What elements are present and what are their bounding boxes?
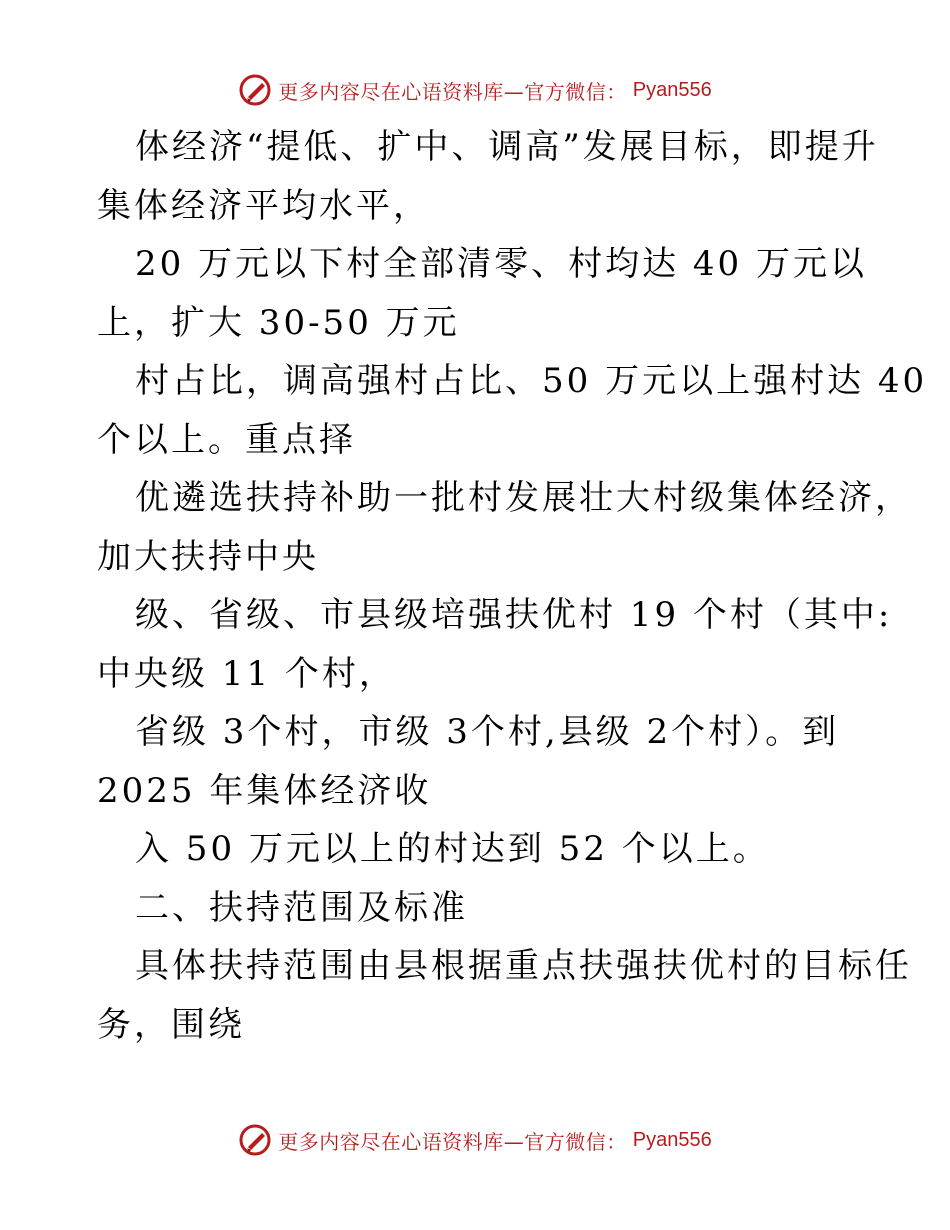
text-line: 加大扶持中央	[97, 536, 319, 577]
text-line: 优遴选扶持补助一批村发展壮大村级集体经济，	[135, 478, 912, 518]
text-line: 2025 年集体经济收	[97, 770, 432, 811]
text-line: 中央级 11 个村，	[97, 653, 396, 694]
pen-logo-icon	[238, 73, 272, 107]
section-heading: 二、扶持范围及标准	[135, 887, 468, 928]
text-line: 个以上。重点择	[97, 419, 356, 460]
text-line: 务，围绕	[97, 1004, 245, 1045]
text-line: 省级 3个村，市级 3个村,县级 2个村）。到	[135, 712, 840, 752]
header-watermark	[0, 70, 950, 110]
text-line: 集体经济平均水平，	[97, 185, 430, 226]
text-line: 级、省级、市县级培强扶优村 19 个村（其中:	[135, 595, 893, 635]
text-line: 20 万元以下村全部清零、村均达 40 万元以	[135, 244, 867, 284]
pen-logo-icon	[238, 1123, 272, 1157]
text-line: 入 50 万元以上的村达到 52 个以上。	[135, 829, 770, 869]
footer-watermark	[0, 1120, 950, 1160]
watermark-wechat-id: Pyan556	[632, 78, 712, 101]
text-line: 体经济“提低、扩中、调高”发展目标，即提升	[135, 127, 879, 167]
watermark-wechat-id: Pyan556	[632, 1128, 712, 1151]
document-body	[97, 118, 928, 1054]
text-line: 上，扩大 30-50 万元	[97, 302, 460, 343]
text-line: 具体扶持范围由县根据重点扶强扶优村的目标任	[135, 946, 912, 986]
watermark-text: 更多内容尽在心语资料库—官方微信：	[278, 79, 627, 104]
text-line: 村占比，调高强村占比、50 万元以上强村达 40	[135, 361, 928, 401]
watermark-text: 更多内容尽在心语资料库—官方微信：	[278, 1129, 627, 1154]
